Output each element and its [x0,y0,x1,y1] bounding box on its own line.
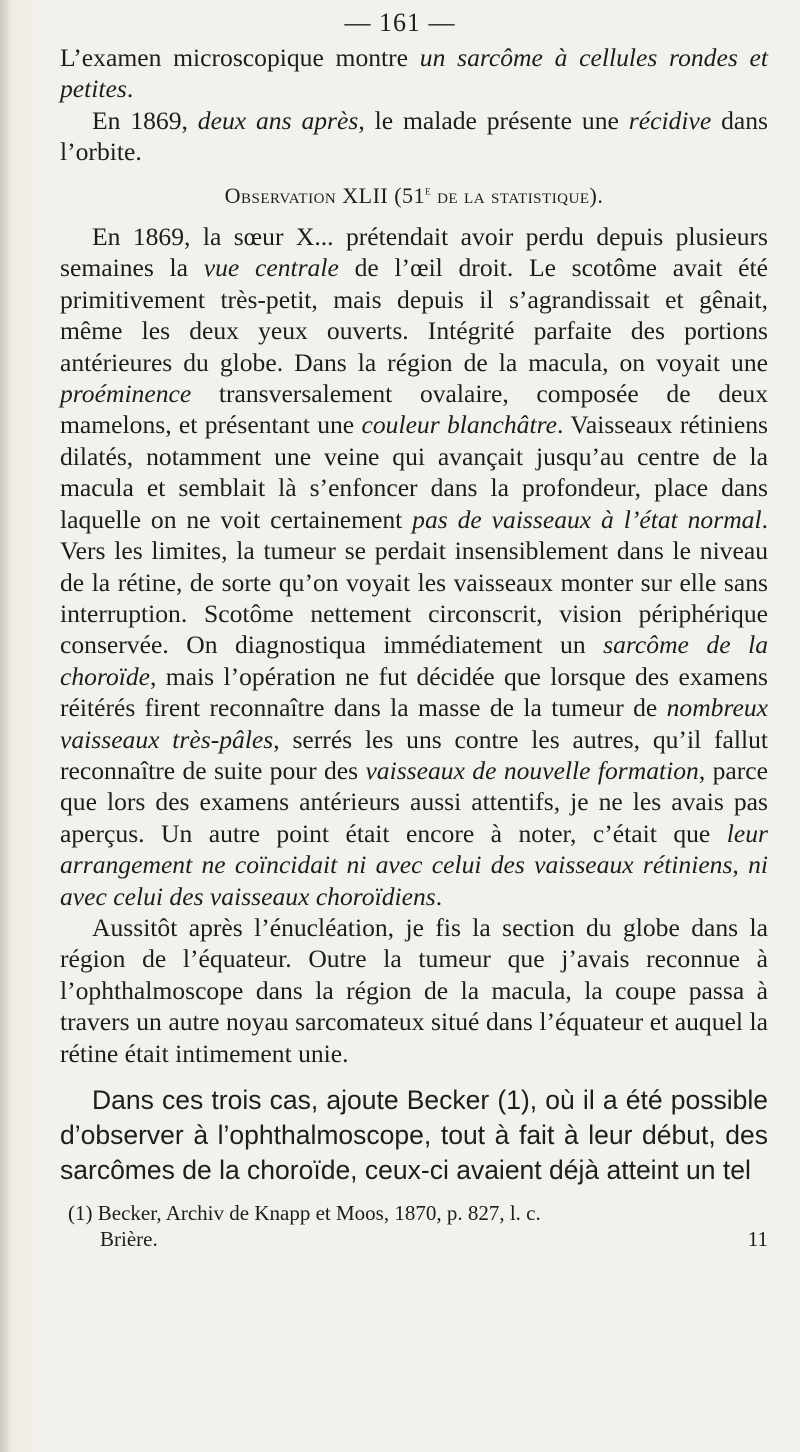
page-number: — 161 — [344,8,456,37]
italic-run: proéminence [60,379,192,409]
observation-label: Observation XLII [224,182,389,208]
italic-run: pas de vaisseaux à l’état normal [412,504,762,534]
italic-run: leur arrangement ne coïncidait ni avec celui des vaisseaux rétiniens, ni avec celui des vaisseaux choroïdiens [60,818,768,911]
text-run: . [126,74,134,104]
text-run: , parce que lors des examens antérieurs aussi attentifs, je ne les avais pas aperçus. Un autre point était encore à noter, c’était que [60,755,769,848]
paragraph-enucleation: Aussitôt après l’énucléation, je fis la section du globe dans la région de l’équateur. Outre la tumeur que j’avais reconnue à l’ophthalmoscope dans la région de la macula, la coupe passa à travers un autre noyau sarcomateux situé dans l’équateur et auquel la rétine était intimement unie. [60,912,768,1068]
italic-run: deux ans après [197,105,359,135]
italic-run: récidive [628,105,712,135]
italic-run: nombreux vaisseaux très-pâles [60,693,768,754]
page-gutter-shadow [0,0,10,1452]
text-run: (51 [388,182,426,208]
text-run: de l’œil droit. Le scotôme avait été primitivement très-petit, mais depuis il s’agrandissait et gênait, même les deux yeux ouverts. Intégrité parfaite des portions antérieures du globe. Dans la région de la macula, on voyait une [60,253,768,377]
text-run: . [435,881,443,911]
footnote-line-2 [60,1226,768,1252]
signature-mark: 11 [747,1227,768,1251]
superscript: e [425,182,432,198]
text-run: L’examen microscopique montre [60,43,420,72]
italic-run: couleur blanchâtre [361,410,557,440]
text-run: En 1869, [92,105,198,135]
paragraph-recurrence [60,105,768,168]
italic-run: un sarcôme à cellules rondes et petites [60,43,768,104]
paragraph-case-description [60,221,768,912]
italic-run: vaisseaux de nouvelle formation [365,755,699,785]
text-run: transversalement ovalaire, composée de deux mamelons, et présentant une [60,379,768,440]
footnotes [60,1200,768,1252]
paragraph-microscopic-exam [60,42,768,105]
text-run: . Vers les limites, la tumeur se perdait insensiblement dans le niveau de la rétine, de sorte qu’on voyait les vaisseaux monter sur elle sans interruption. Scotôme nettement circonscrit, vision périphérique conservée. On diagnostiqua immédiatement un [60,504,768,660]
paragraph-becker-quote: Dans ces trois cas, ajoute Becker (1), où il a été possible d’observer à l’ophthalmoscope, tout à fait à leur début, des sarcômes de la choroïde, ceux-ci avaient déjà atteint un tel [60,1085,768,1185]
italic-run: sarcôme de la choroïde [60,630,768,691]
text-run: , mais l’opération ne fut décidée que lorsque des examens réitérés firent reconnaître dans la masse de la tumeur de [60,661,768,723]
text-run: de la statistique). [431,182,604,208]
observation-heading [60,180,768,211]
text-run: . Vaisseaux rétiniens dilatés, notamment une veine qui avançait jusqu’au centre de la macula et semblait là s’enfoncer dans la profondeur, place dans laquelle on ne voit certainement [60,410,769,534]
text-run: , le malade présente une [358,105,629,135]
text-run: , serrés les uns contre les autres, qu’il fallut reconnaître de suite pour des [60,724,768,785]
italic-run: vue centrale [203,253,339,283]
page-body [60,42,768,1252]
text-run: En 1869, la sœur X... prétendait avoir perdu depuis plusieurs semaines la [60,222,768,283]
printer-name: Brière. [100,1227,158,1251]
text-run: dans l’orbite. [60,105,768,167]
footnote-1: (1) Becker, Archiv de Knapp et Moos, 1870, p. 827, l. c. [68,1201,541,1225]
